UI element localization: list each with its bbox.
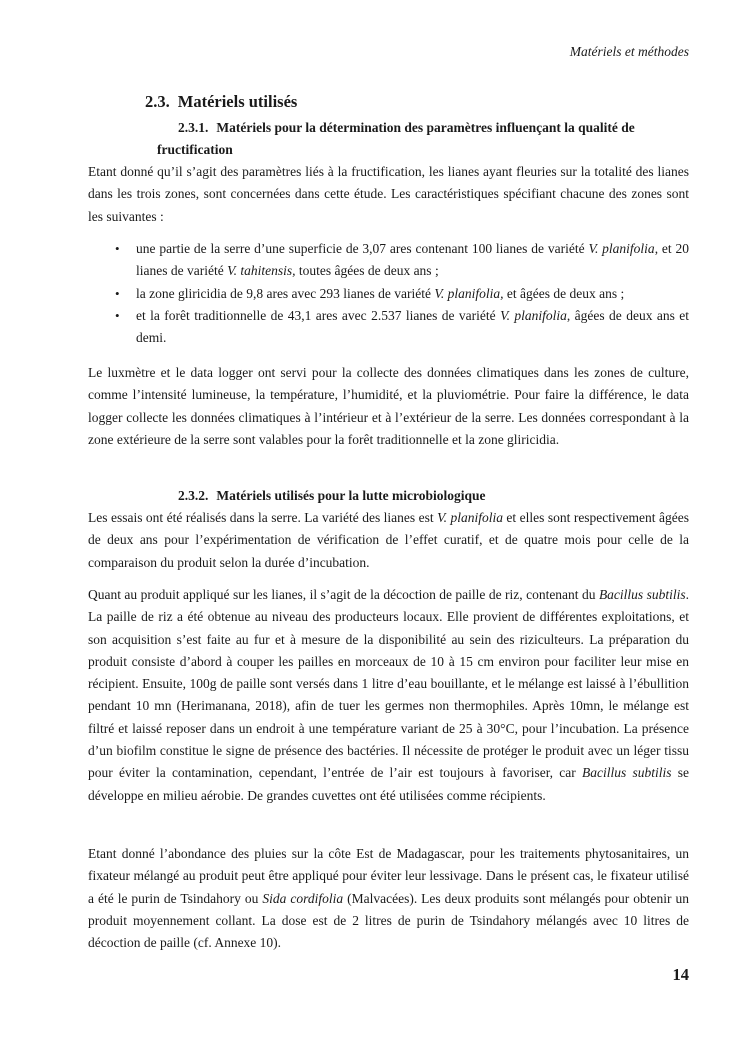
subsection-title-1-line2: fructification <box>157 142 233 157</box>
bullet-icon: • <box>115 307 120 323</box>
paragraph-fixative <box>88 843 689 954</box>
paragraph-product <box>88 584 689 807</box>
species-name: Bacillus subtilis <box>598 587 686 602</box>
species-name: V. planifolia <box>437 510 503 525</box>
running-header: Matériels et méthodes <box>569 44 689 59</box>
section-heading <box>145 92 297 112</box>
paragraph-text: se développe en milieu aérobie. De grandes cuvettes ont été utilisées comme récipients. <box>88 765 690 803</box>
paragraph-trials <box>88 507 689 574</box>
subsection-title-1-line1: Matériels pour la détermination des paramètres influençant la qualité de <box>216 120 635 135</box>
paragraph-intro: Etant donné qu’il s’agit des paramètres liés à la fructification, les lianes ayant fleuries sur la totalité des lianes dans les trois zones, sont concernées dans cette étude. Les caractéristiques spécifiant chacune des zones sont les suivantes : <box>88 164 689 224</box>
paragraph-text: Quant au produit appliqué sur les lianes, il s’agit de la décoction de paille de riz, contenant du <box>88 587 599 602</box>
list-item <box>88 283 689 305</box>
list-item <box>88 305 689 350</box>
zones-list <box>88 238 689 349</box>
section-title: Matériels utilisés <box>177 92 298 111</box>
list-item-text: la zone gliricidia de 9,8 ares avec 293 lianes de variété <box>136 285 435 301</box>
list-item-text: , et 20 lianes de variété <box>136 241 690 279</box>
paragraph-text: et elles sont respectivement âgées de deux ans pour l’expérimentation de vérification de l’effet curatif, et de quatre mois pour celle de la comparaison du produit selon la durée d’incubation. <box>88 510 689 570</box>
paragraph-text: (Malvacées). Les deux produits sont mélangés pour obtenir un produit moyennement collant. La dose est de 2 litres de purin de Tsindahory mélangés avec 10 litres de décoction de paille (cf. Annexe 10). <box>88 890 689 951</box>
subsection-number-1: 2.3.1. <box>178 120 209 135</box>
subsection-title-2: Matériels utilisés pour la lutte microbiologique <box>216 488 486 503</box>
paragraph-text: Etant donné l’abondance des pluies sur la côte Est de Madagascar, pour les traitements phytosanitaires, un fixateur mélangé au produit peut être appliqué pour éviter leur lessivage. Dans le présent cas, le fixateur utilisé a été le purin de Tsindahory ou <box>88 846 689 906</box>
paragraph-climate-data: Le luxmètre et le data logger ont servi pour la collecte des données climatiques dans les zones de culture, comme l’intensité lumineuse, la température, l’humidité, et la pluviométrie. Pour faire la différence, le data logger collecte les données climatiques à l’intérieur et à l’extérieur de la serre. Les données correspondant à la zone extérieure de la serre sont valables pour la forêt traditionnelle et la zone gliricidia. <box>88 365 689 447</box>
page-number: 14 <box>672 965 689 984</box>
subsection-heading-2 <box>178 485 486 507</box>
list-item-text: et âgées de deux ans ; <box>503 285 625 301</box>
species-name: Bacillus subtilis <box>582 765 672 781</box>
bullet-icon: • <box>115 285 120 301</box>
species-name: V. tahitensis, <box>227 263 296 279</box>
subsection-heading-1 <box>88 117 689 161</box>
subsection-number-2: 2.3.2. <box>178 488 209 503</box>
species-name: V. planifolia, <box>434 285 504 301</box>
list-item-text: , âgées de deux ans et demi. <box>136 307 690 346</box>
bullet-icon: • <box>115 241 120 256</box>
species-name: V. planifolia <box>500 307 567 323</box>
species-name: V. planifolia <box>588 241 655 256</box>
list-item-text: une partie de la serre d’une superficie de 3,07 ares contenant 100 lianes de variété <box>136 241 589 256</box>
paragraph-text: . La paille de riz a été obtenue au niveau des producteurs locaux. Elle provient de différentes exploitations, et son acquisition s’est faite au fur et à mesure de la disponibilité au sein des riziculteurs. La préparation du produit consiste d’abord à couper les pailles en morceaux de 10 à 15 cm environ pour faciliter leur mise en récipient. Ensuite, 100g de paille sont versés dans 1 litre d’eau bouillante, et le mélange est laissé à l’ébullition pendant 10 mn (Herimanana, 2018), afin de tuer les germes non thermophiles. Après 10mn, le mélange est filtré et laissé reposer dans un endroit à une température variant de 25 à 30°C, pour l’incubation. La présence d’un biofilm constitue le signe de présence des bactéries. Il nécessite de protéger le produit avec un léger tissu pour éviter la contamination, cependant, l’entrée de l’air est toujours à favoriser, car <box>88 587 690 781</box>
species-name: Sida cordifolia <box>262 890 344 906</box>
paragraph-text: Les essais ont été réalisés dans la serre. La variété des lianes est <box>88 510 438 525</box>
section-number: 2.3. <box>145 92 170 111</box>
list-item-text: toutes âgées de deux ans ; <box>295 263 439 279</box>
list-item-text: et la forêt traditionnelle de 43,1 ares avec 2.537 lianes de variété <box>136 307 501 323</box>
list-item <box>88 238 689 283</box>
